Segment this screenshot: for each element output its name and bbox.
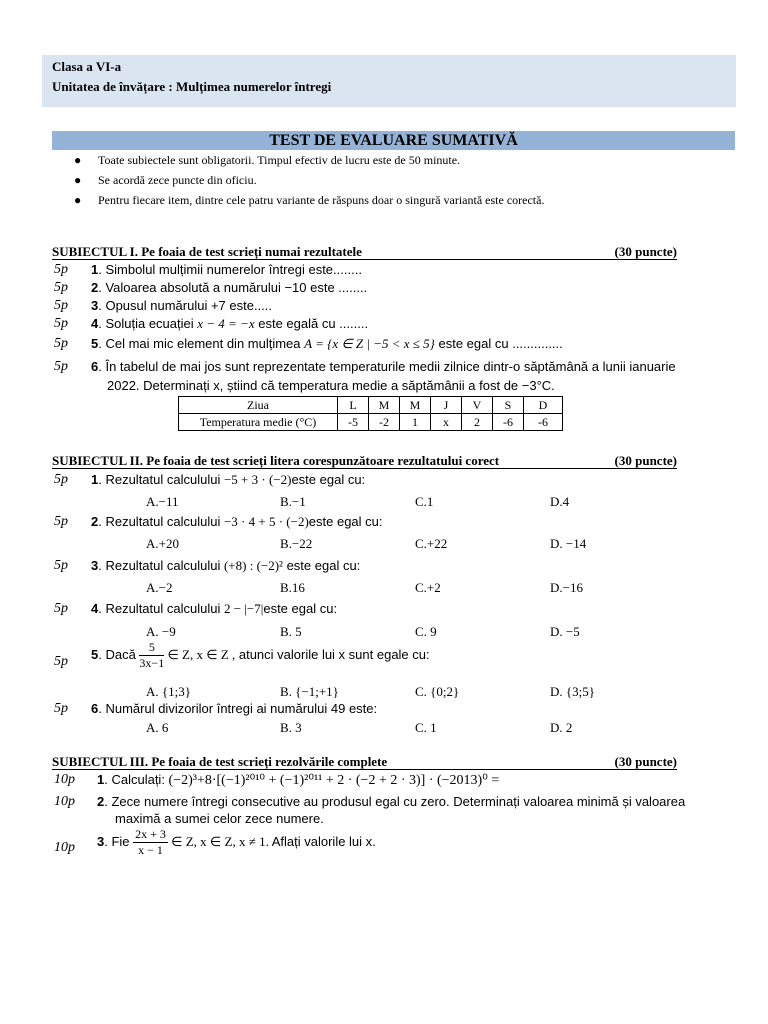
option-b: B.−1	[280, 494, 306, 509]
s1-item-6-line2: 2022. Determinați x, știind că temperatura medie a săptămânii a fost de −3°C.	[107, 378, 555, 393]
s2-item-6: 6. Numărul divizorilor întregi ai numărului 49 este:	[91, 701, 378, 716]
temperature-table	[178, 396, 563, 431]
option-a: A. {1;3}	[146, 684, 191, 699]
item-points: 10p	[54, 772, 75, 787]
item-points: 5p	[54, 601, 68, 616]
s2-item-4: 4. Rezultatul calculului 2 − |−7|este egal cu:	[91, 601, 338, 616]
s3-item-2-line2: maximă a sumei celor zece numere.	[115, 811, 324, 826]
section-2-points: (30 puncte)	[614, 453, 677, 468]
option-a: A.−11	[146, 494, 179, 509]
item-points: 5p	[54, 558, 68, 573]
table-row: Temperatura medie (°C) -5 -2 1 x 2 -6 -6	[179, 414, 563, 431]
option-b: B.−22	[280, 536, 313, 551]
option-d: D. 2	[550, 720, 573, 735]
option-a: A.−2	[146, 580, 173, 595]
item-points: 5p	[54, 654, 68, 669]
option-b: B.16	[280, 580, 305, 595]
fraction: $\frac{5}{3x-1}$	[139, 640, 165, 670]
option-b: B. {−1;+1}	[280, 684, 339, 699]
option-c: C.+22	[415, 536, 448, 551]
fraction: $\frac{2x + 3}{x - 1}$	[135, 827, 166, 857]
option-a: A.+20	[146, 536, 179, 551]
item-points: 5p	[54, 316, 68, 331]
option-d: D.4	[550, 494, 570, 509]
s2-item-1: 1. Rezultatul calculului −5 + 3 · (−2)este egal cu:	[91, 472, 366, 487]
option-c: C.1	[415, 494, 434, 509]
bullet-icon: ●	[74, 173, 82, 187]
s2-item-2: 2. Rezultatul calculului −3 · 4 + 5 · (−2)este egal cu:	[91, 514, 383, 529]
section-3-points: (30 puncte)	[614, 754, 677, 769]
item-points: 5p	[54, 514, 68, 529]
class-label: Clasa a VI-a	[52, 59, 122, 74]
option-d: D. {3;5}	[550, 684, 595, 699]
item-points: 5p	[54, 359, 68, 374]
s1-item-5: 5. Cel mai mic element din mulțimea A = {x ∈ Z | −5 < x ≤ 5} este egal cu ..............	[91, 336, 563, 351]
test-title: TEST DE EVALUARE SUMATIVĂ	[52, 131, 735, 150]
option-b: B. 5	[280, 624, 302, 639]
bullet-icon: ●	[74, 153, 82, 167]
item-points: 5p	[54, 336, 68, 351]
bullet-icon: ●	[74, 193, 82, 207]
rule-item: ● Se acordă zece puncte din oficiu.	[74, 173, 257, 187]
s2-item-3: 3. Rezultatul calculului (+8) : (−2)² este egal cu:	[91, 558, 361, 573]
item-points: 5p	[54, 472, 68, 487]
option-c: C. {0;2}	[415, 684, 460, 699]
item-points: 5p	[54, 298, 68, 313]
s1-item-6: 6. În tabelul de mai jos sunt reprezentate temperaturile medii zilnice dintr-o săptămână a lunii ianuarie	[91, 359, 676, 374]
option-d: D. −5	[550, 624, 580, 639]
item-points: 10p	[54, 794, 75, 809]
option-c: C. 9	[415, 624, 437, 639]
option-c: C.+2	[415, 580, 441, 595]
option-d: D. −14	[550, 536, 587, 551]
s1-item-3: 3. Opusul numărului +7 este.....	[91, 298, 273, 313]
s3-item-2: 2. Zece numere întregi consecutive au produsul egal cu zero. Determinați valoarea minimă și valoarea	[97, 794, 686, 809]
item-points: 5p	[54, 701, 68, 716]
rule-item: ● Pentru fiecare item, dintre cele patru variante de răspuns doar o singură variantă este corectă.	[74, 193, 545, 207]
item-points: 10p	[54, 840, 75, 855]
item-points: 5p	[54, 262, 68, 277]
section-3-heading: SUBIECTUL III. Pe foaia de test scrieți rezolvările complete (30 puncte)	[52, 754, 677, 769]
unit-label: Unitatea de învățare : Mulțimea numerelor întregi	[52, 79, 332, 94]
s2-item-5: 5. Dacă $\frac{5}{3x-1}$ ∈ Z, x ∈ Z , atunci valorile lui x sunt egale cu:	[91, 640, 430, 670]
s3-item-1: 1. Calculați: (−2)³+8·[(−1)²⁰¹⁰ + (−1)²⁰¹¹ + 2 · (−2 + 2 · 3)] · (−2013)⁰ =	[97, 772, 500, 788]
header-box	[42, 55, 736, 107]
option-a: A. 6	[146, 720, 169, 735]
option-c: C. 1	[415, 720, 437, 735]
option-b: B. 3	[280, 720, 302, 735]
option-d: D.−16	[550, 580, 583, 595]
s3-item-3: 3. Fie $\frac{2x + 3}{x - 1}$ ∈ Z, x ∈ Z, x ≠ 1. Aflați valorile lui x.	[97, 827, 376, 857]
rule-item: ● Toate subiectele sunt obligatorii. Timpul efectiv de lucru este de 50 minute.	[74, 153, 461, 167]
item-points: 5p	[54, 280, 68, 295]
section-2-heading: SUBIECTUL II. Pe foaia de test scrieți litera corespunzătoare rezultatului corect (30 puncte)	[52, 453, 677, 468]
section-1-heading: SUBIECTUL I. Pe foaia de test scrieți numai rezultatele (30 puncte)	[52, 244, 677, 259]
table-row: Ziua L M M J V S D	[179, 397, 563, 414]
s1-item-4: 4. Soluția ecuației x − 4 = −x este egală cu ........	[91, 316, 369, 331]
section-1-points: (30 puncte)	[614, 244, 677, 259]
option-a: A. −9	[146, 624, 176, 639]
s1-item-1: 1. Simbolul mulțimii numerelor întregi este........	[91, 262, 362, 277]
rules-list	[72, 153, 544, 213]
s1-item-2: 2. Valoarea absolută a numărului −10 este ........	[91, 280, 368, 295]
